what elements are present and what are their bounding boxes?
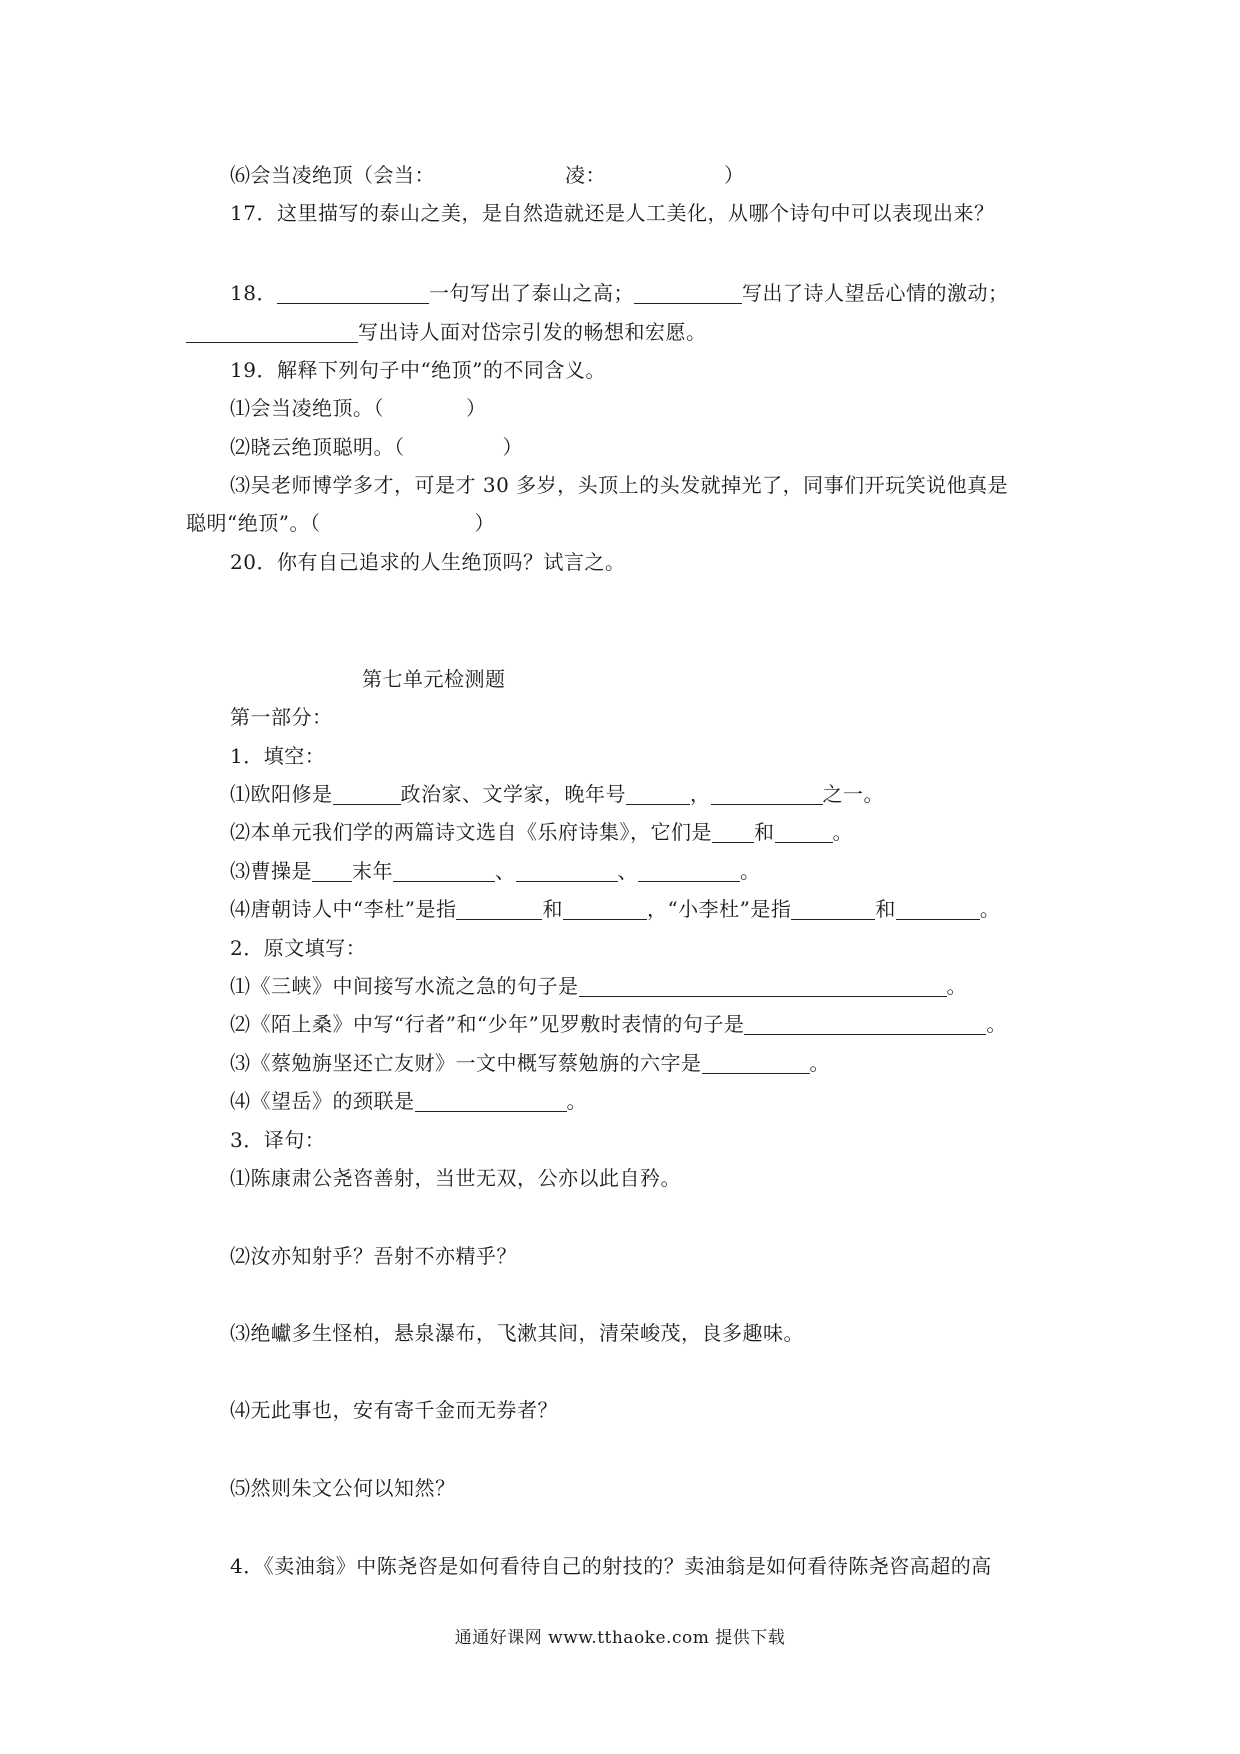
answer-blank[interactable] [563,897,647,920]
page-footer: 通通好课网 www.tthaoke.com 提供下载 [454,1628,786,1648]
q19-item-2: ⑵晓云绝顶聪明。（ ） [230,435,523,459]
answer-blank[interactable] [638,859,740,882]
answer-blank[interactable] [277,281,429,304]
q1-item-4: ⑷唐朝诗人中“李杜”是指 和 ，“小李杜”是指 和 。 [230,897,1001,921]
answer-blank[interactable] [186,320,358,343]
answer-blank[interactable] [333,782,401,805]
q3-item-1: ⑴陈康肃公尧咨善射，当世无双，公亦以此自矜。 [230,1166,681,1190]
question-17: 17．这里描写的泰山之美，是自然造就还是人工美化，从哪个诗句中可以表现出来？ [230,201,995,225]
q19-item-3-cont: 聪明“绝顶”。（ ） [186,511,495,535]
q3-item-4: ⑷无此事也，安有寄千金而无券者？ [230,1398,558,1422]
q2-item-4: ⑷《望岳》的颈联是 。 [230,1089,587,1113]
q19-item-3: ⑶吴老师博学多才，可是才 30 多岁，头顶上的头发就掉光了，同事们开玩笑说他真是 [230,473,1009,497]
q3-item-2: ⑵汝亦知射乎？吾射不亦精乎？ [230,1244,517,1268]
answer-blank[interactable] [516,859,618,882]
question-3: 3．译句： [230,1128,326,1152]
q1-item-2: ⑵本单元我们学的两篇诗文选自《乐府诗集》，它们是 和 。 [230,820,853,844]
q1-item-3: ⑶曹操是 末年 、 、 。 [230,859,761,883]
question-20: 20．你有自己追求的人生绝顶吗？试言之。 [230,550,626,574]
answer-blank[interactable] [711,782,823,805]
q1-item-1: ⑴欧阳修是 政治家、文学家，晚年号 ， 之一。 [230,782,884,806]
q2-item-2: ⑵《陌上桑》中写“行者”和“少年”见罗敷时表情的句子是 。 [230,1012,1007,1036]
q3-item-5: ⑸然则朱文公何以知然？ [230,1476,456,1500]
answer-blank[interactable] [702,1051,810,1074]
answer-blank[interactable] [312,859,352,882]
section-title: 第七单元检测题 [362,667,506,691]
q2-item-3: ⑶《蔡勉旃坚还亡友财》一文中概写蔡勉旃的六字是 。 [230,1051,830,1075]
q2-item-1: ⑴《三峡》中间接写水流之急的句子是 。 [230,974,967,998]
answer-blank[interactable] [775,820,833,843]
question-2: 2．原文填写： [230,936,367,960]
question-18-cont: 写出诗人面对岱宗引发的畅想和宏愿。 [186,318,707,346]
answer-blank[interactable] [579,974,947,997]
answer-blank[interactable] [896,897,980,920]
answer-blank[interactable] [712,820,754,843]
part-heading: 第一部分： [230,705,333,729]
answer-blank[interactable] [456,897,542,920]
answer-blank[interactable] [415,1089,567,1112]
answer-blank[interactable] [744,1012,986,1035]
q3-item-3: ⑶绝巘多生怪柏，悬泉瀑布，飞漱其间，清荣峻茂，良多趣味。 [230,1321,804,1345]
answer-blank[interactable] [626,782,690,805]
answer-blank[interactable] [634,281,742,304]
answer-blank[interactable] [393,859,495,882]
question-1: 1．填空： [230,744,326,768]
question-4: 4．《卖油翁》中陈尧咨是如何看待自己的射技的？卖油翁是如何看待陈尧咨高超的高 [230,1554,992,1578]
q19-item-1: ⑴会当凌绝顶。（ ） [230,396,487,420]
answer-blank[interactable] [791,897,875,920]
question-19: 19．解释下列句子中“绝顶”的不同含义。 [230,358,606,382]
q16-item-6: ⑹会当凌绝顶（会当： 凌： ） [230,163,745,187]
question-18: 18． 一句写出了泰山之高； 写出了诗人望岳心情的激动； [230,281,1009,305]
